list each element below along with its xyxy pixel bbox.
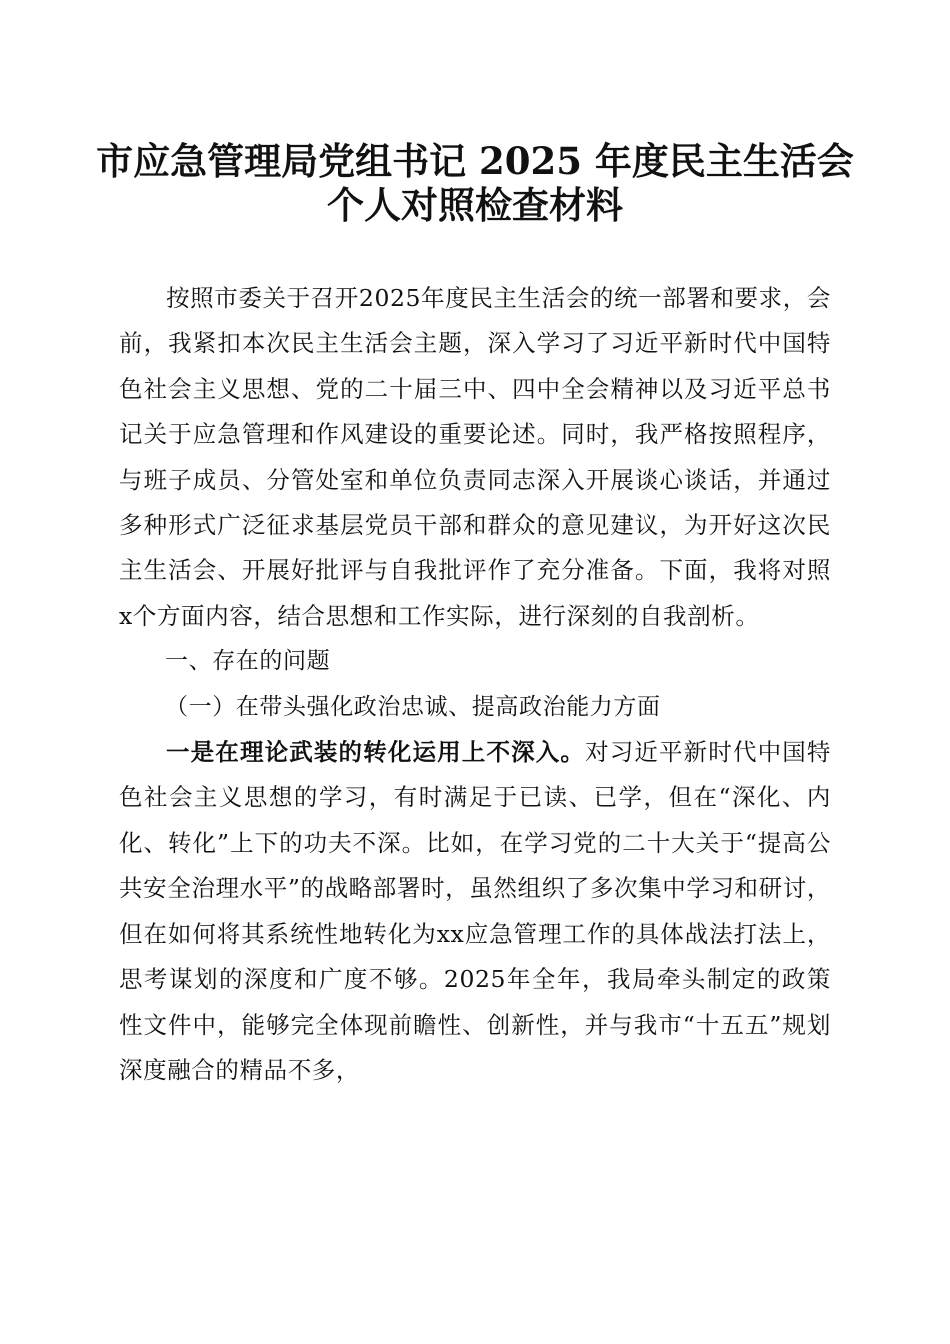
document-title-line2: 个人对照检查材料 (327, 183, 623, 227)
subsection-heading-political-loyalty: （一）在带头强化政治忠诚、提高政治能力方面 (165, 693, 661, 720)
section-heading-problems: 一、存在的问题 (165, 648, 331, 675)
document-title-line1: 市应急管理局党组书记 2025 年度民主生活会 (96, 139, 854, 183)
intro-paragraph: 按照市委关于召开2025年度民主生活会的统一部署和要求，会前，我紧扣本次民主生活会主题，深入学习了习近平新时代中国特色社会主义思想、党的二十届三中、四中全会精神以及习近平总书记关于应急管理和作风建设的重要论述。同时，我严格按照程序，与班子成员、分管处室和单位负责同志深入开展谈心谈话，并通过多种形式广泛征求基层党员干部和群众的意见建议，为开好这次民主生活会、开展好批评与自我批评作了充分准备。下面，我将对照x个方面内容，结合思想和工作实际，进行深刻的自我剖析。 (119, 284, 831, 630)
point-one-lead: 一是在理论武装的转化运用上不深入。 (166, 738, 586, 767)
document-body (119, 276, 831, 1093)
point-one-paragraph (119, 730, 831, 1093)
point-one-body: 对习近平新时代中国特色社会主义思想的学习，有时满足于已读、已学，但在“深化、内化、转化”上下的功夫不深。比如，在学习党的二十大关于“提高公共安全治理水平”的战略部署时，虽然组织了多次集中学习和研讨，但在如何将其系统性地转化为xx应急管理工作的具体战法打法上，思考谋划的深度和广度不够。2025年全年，我局牵头制定的政策性文件中，能够完全体现前瞻性、创新性，并与我市“十五五”规划深度融合的精品不多， (119, 738, 832, 1084)
